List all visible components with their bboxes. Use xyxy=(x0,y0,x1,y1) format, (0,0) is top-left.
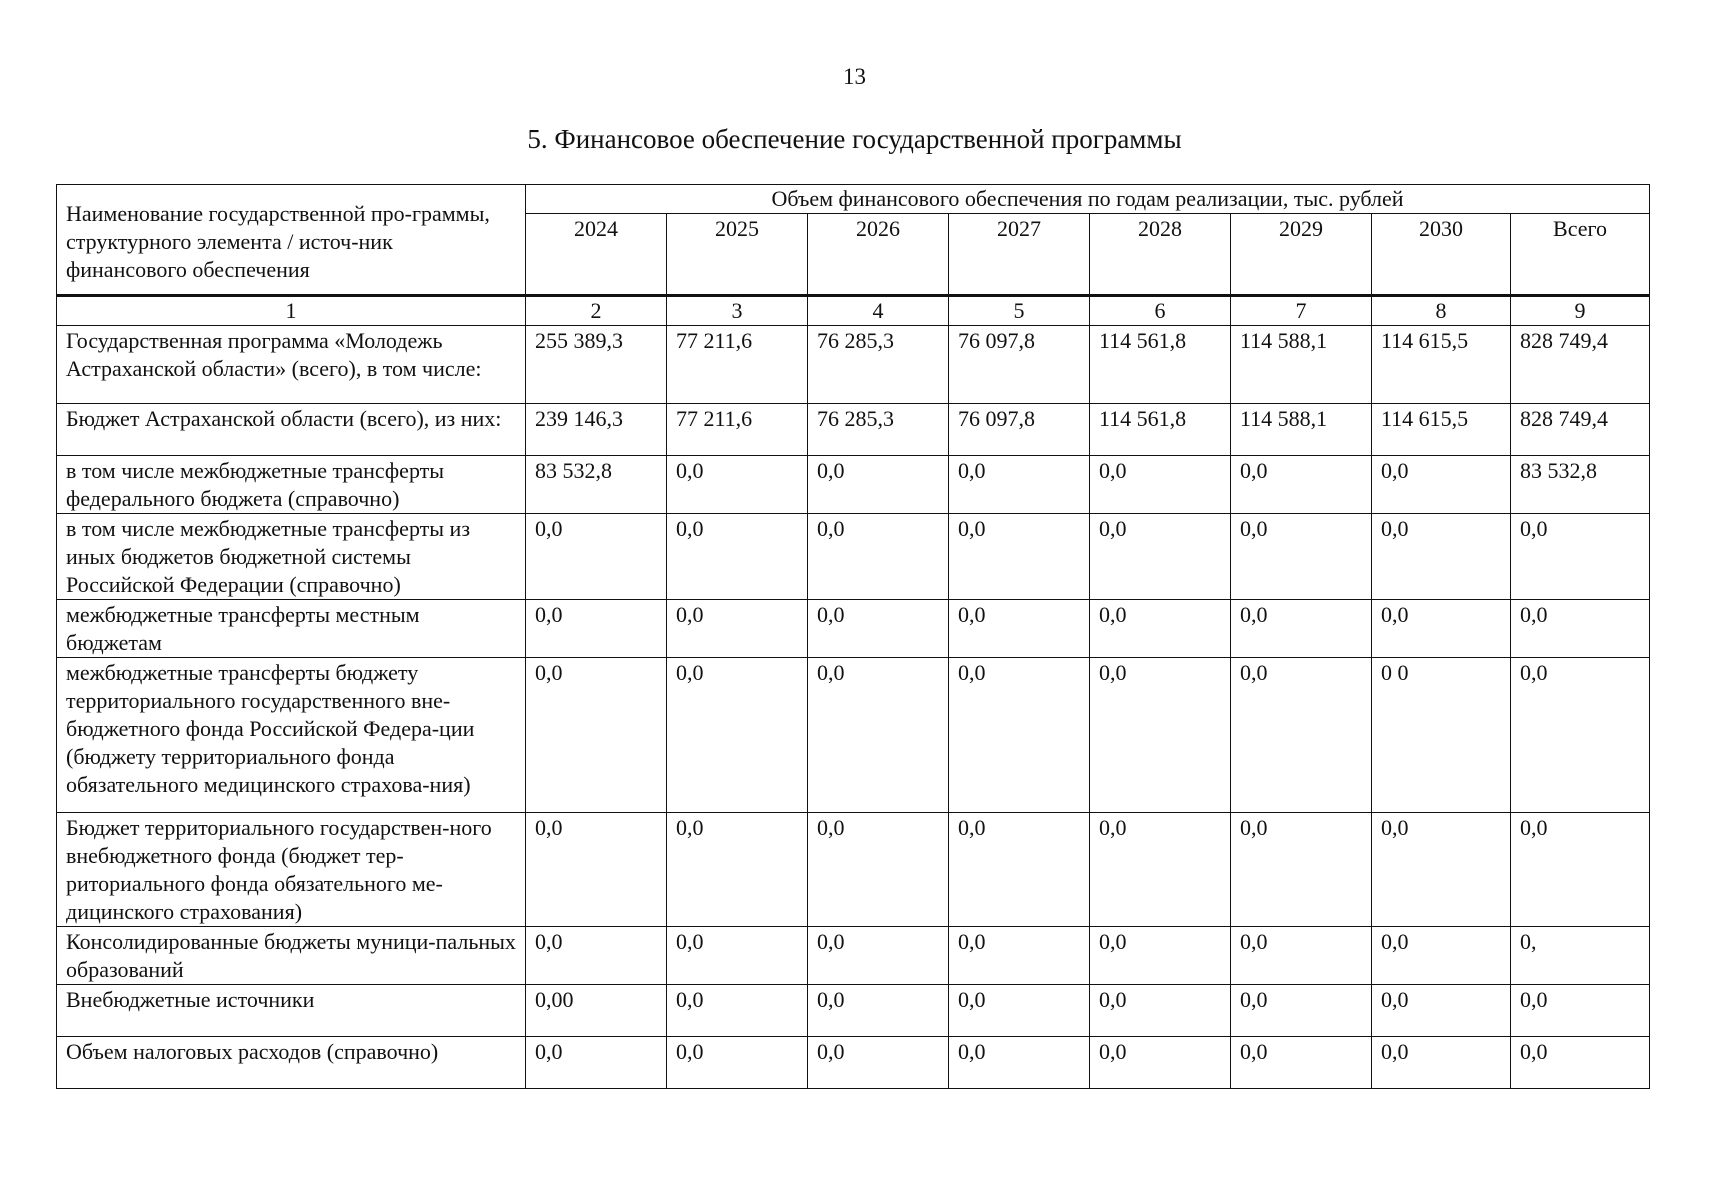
row-value: 0,0 xyxy=(949,658,1090,813)
row-name: в том числе межбюджетные трансферты из иных бюджетов бюджетной системы Российской Федерации (справочно) xyxy=(57,514,526,600)
section-title: 5. Финансовое обеспечение государственной программы xyxy=(527,124,1182,154)
row-value: 0,00 xyxy=(526,985,667,1037)
column-index: 2 xyxy=(526,296,667,326)
page-number: 13 xyxy=(843,64,866,89)
row-value: 0,0 xyxy=(1372,1037,1511,1089)
row-total: 0,0 xyxy=(1511,658,1650,813)
row-value: 0,0 xyxy=(808,600,949,658)
row-name: Внебюджетные источники xyxy=(57,985,526,1037)
row-total: 0,0 xyxy=(1511,813,1650,927)
row-value: 0,0 xyxy=(949,600,1090,658)
row-value: 0,0 xyxy=(949,927,1090,985)
row-name: межбюджетные трансферты местным бюджетам xyxy=(57,600,526,658)
row-value: 0,0 xyxy=(526,600,667,658)
row-name: межбюджетные трансферты бюджету территориального государственного вне-бюджетного фонда Российской Федера-ции (бюджету территориального фонда обязательного медицинского страхова-ния) xyxy=(57,658,526,813)
row-value: 0,0 xyxy=(1231,600,1372,658)
row-value: 0,0 xyxy=(1090,600,1231,658)
row-total: 0,0 xyxy=(1511,600,1650,658)
column-index: 3 xyxy=(667,296,808,326)
column-index: 9 xyxy=(1511,296,1650,326)
row-value: 0,0 xyxy=(1231,985,1372,1037)
row-value: 0,0 xyxy=(526,813,667,927)
row-value: 0,0 xyxy=(949,456,1090,514)
column-index: 4 xyxy=(808,296,949,326)
row-value: 114 588,1 xyxy=(1231,404,1372,456)
row-name: Бюджет Астраханской области (всего), из них: xyxy=(57,404,526,456)
row-value: 0 0 xyxy=(1372,658,1511,813)
year-header: 2027 xyxy=(949,214,1090,296)
row-total: 0,0 xyxy=(1511,514,1650,600)
row-value: 114 615,5 xyxy=(1372,326,1511,404)
row-total: 828 749,4 xyxy=(1511,326,1650,404)
row-total: 0, xyxy=(1511,927,1650,985)
funding-group-header: Объем финансового обеспечения по годам реализации, тыс. рублей xyxy=(526,185,1650,214)
row-value: 76 285,3 xyxy=(808,326,949,404)
row-value: 0,0 xyxy=(667,985,808,1037)
row-value: 0,0 xyxy=(1090,813,1231,927)
row-value: 0,0 xyxy=(667,1037,808,1089)
name-column-header: Наименование государственной про-граммы, структурного элемента / источ-ник финансового обеспечения xyxy=(57,185,526,296)
column-index: 8 xyxy=(1372,296,1511,326)
row-value: 0,0 xyxy=(1090,927,1231,985)
row-name: Государственная программа «Молодежь Астраханской области» (всего), в том числе: xyxy=(57,326,526,404)
row-value: 0,0 xyxy=(1372,927,1511,985)
column-index: 5 xyxy=(949,296,1090,326)
row-value: 0,0 xyxy=(1231,658,1372,813)
row-value: 76 097,8 xyxy=(949,326,1090,404)
row-value: 0,0 xyxy=(1090,514,1231,600)
row-value: 0,0 xyxy=(808,985,949,1037)
row-value: 83 532,8 xyxy=(526,456,667,514)
row-value: 114 615,5 xyxy=(1372,404,1511,456)
row-value: 0,0 xyxy=(808,514,949,600)
row-value: 0,0 xyxy=(667,600,808,658)
column-index: 6 xyxy=(1090,296,1231,326)
row-value: 0,0 xyxy=(808,658,949,813)
total-header: Всего xyxy=(1511,214,1650,296)
row-total: 0,0 xyxy=(1511,985,1650,1037)
row-total: 83 532,8 xyxy=(1511,456,1650,514)
row-value: 114 561,8 xyxy=(1090,326,1231,404)
row-value: 76 285,3 xyxy=(808,404,949,456)
row-value: 0,0 xyxy=(808,927,949,985)
row-value: 114 561,8 xyxy=(1090,404,1231,456)
row-value: 0,0 xyxy=(1090,985,1231,1037)
row-value: 0,0 xyxy=(667,813,808,927)
row-value: 0,0 xyxy=(949,813,1090,927)
column-index: 1 xyxy=(57,296,526,326)
year-header: 2026 xyxy=(808,214,949,296)
year-header: 2030 xyxy=(1372,214,1511,296)
row-value: 76 097,8 xyxy=(949,404,1090,456)
row-value: 77 211,6 xyxy=(667,404,808,456)
year-header: 2024 xyxy=(526,214,667,296)
table-row xyxy=(57,404,1650,456)
header-row-group xyxy=(57,185,1650,214)
row-name: в том числе межбюджетные трансферты федерального бюджета (справочно) xyxy=(57,456,526,514)
row-value: 0,0 xyxy=(1231,927,1372,985)
row-value: 0,0 xyxy=(949,514,1090,600)
row-value: 0,0 xyxy=(1231,514,1372,600)
row-value: 0,0 xyxy=(808,813,949,927)
row-name: Консолидированные бюджеты муници-пальных образований xyxy=(57,927,526,985)
row-value: 0,0 xyxy=(1090,658,1231,813)
row-total: 828 749,4 xyxy=(1511,404,1650,456)
row-value: 239 146,3 xyxy=(526,404,667,456)
table-row xyxy=(57,1037,1650,1089)
table-row xyxy=(57,514,1650,600)
column-index: 7 xyxy=(1231,296,1372,326)
row-value: 114 588,1 xyxy=(1231,326,1372,404)
row-value: 0,0 xyxy=(1372,600,1511,658)
row-value: 0,0 xyxy=(1231,1037,1372,1089)
year-header: 2029 xyxy=(1231,214,1372,296)
row-value: 0,0 xyxy=(1090,1037,1231,1089)
row-value: 0,0 xyxy=(949,1037,1090,1089)
row-value: 0,0 xyxy=(526,514,667,600)
row-name: Объем налоговых расходов (справочно) xyxy=(57,1037,526,1089)
row-value: 0,0 xyxy=(667,514,808,600)
index-row xyxy=(57,296,1650,326)
year-header: 2025 xyxy=(667,214,808,296)
row-value: 77 211,6 xyxy=(667,326,808,404)
table-row xyxy=(57,985,1650,1037)
row-total: 0,0 xyxy=(1511,1037,1650,1089)
table-row xyxy=(57,658,1650,813)
row-value: 0,0 xyxy=(1231,813,1372,927)
table-row xyxy=(57,927,1650,985)
row-value: 0,0 xyxy=(808,456,949,514)
row-value: 0,0 xyxy=(667,927,808,985)
table-row xyxy=(57,600,1650,658)
row-value: 0,0 xyxy=(526,1037,667,1089)
row-value: 0,0 xyxy=(526,658,667,813)
row-value: 0,0 xyxy=(1372,514,1511,600)
row-name: Бюджет территориального государствен-ного внебюджетного фонда (бюджет тер-риториального фонда обязательного ме-дицинского страхования) xyxy=(57,813,526,927)
table-row xyxy=(57,326,1650,404)
row-value: 0,0 xyxy=(949,985,1090,1037)
year-header: 2028 xyxy=(1090,214,1231,296)
row-value: 0,0 xyxy=(1231,456,1372,514)
row-value: 0,0 xyxy=(1372,985,1511,1037)
row-value: 0,0 xyxy=(667,658,808,813)
row-value: 0,0 xyxy=(1372,813,1511,927)
table-row xyxy=(57,813,1650,927)
row-value: 0,0 xyxy=(1090,456,1231,514)
row-value: 0,0 xyxy=(1372,456,1511,514)
row-value: 0,0 xyxy=(808,1037,949,1089)
row-value: 0,0 xyxy=(526,927,667,985)
table-row xyxy=(57,456,1650,514)
row-value: 0,0 xyxy=(667,456,808,514)
financial-table xyxy=(56,184,1650,1089)
row-value: 255 389,3 xyxy=(526,326,667,404)
